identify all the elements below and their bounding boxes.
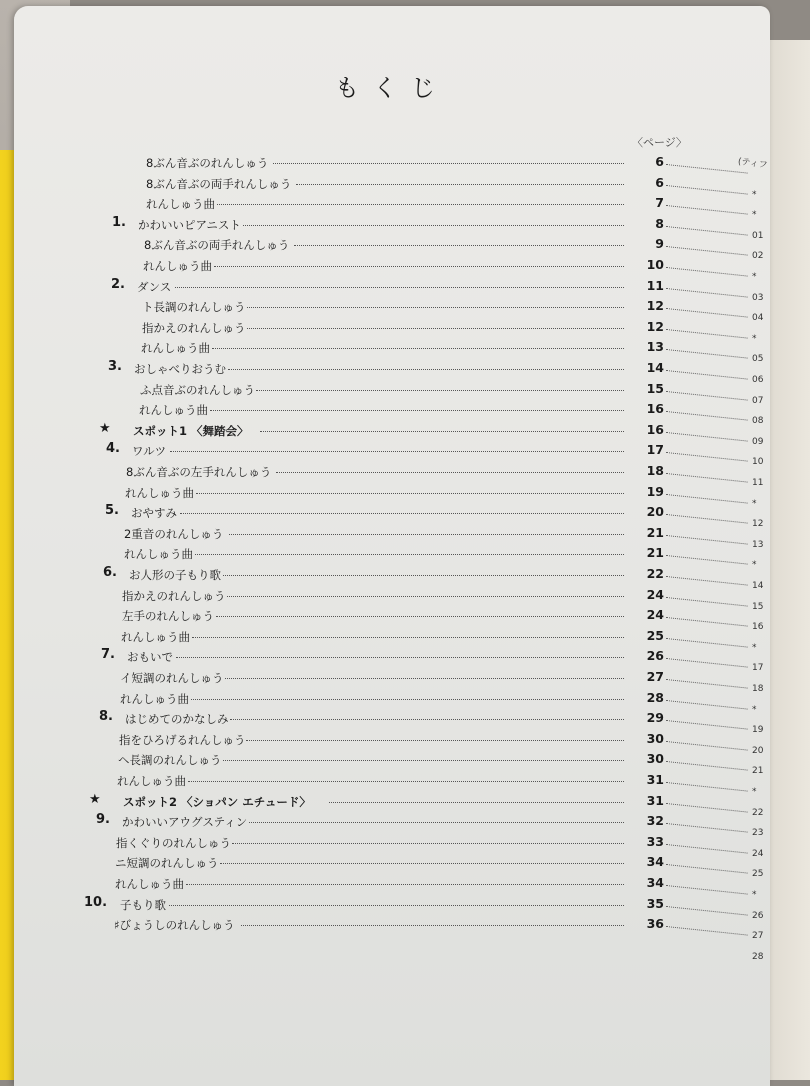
- toc-subtitle: ♯びょうしのれんしゅう: [114, 918, 235, 933]
- right-dotted-leader: [666, 782, 748, 792]
- right-column-marker: 03: [752, 292, 764, 303]
- right-dotted-leader: [666, 246, 748, 256]
- right-dotted-leader: [666, 329, 748, 339]
- dotted-leader: [249, 822, 624, 823]
- dotted-leader: [227, 596, 624, 597]
- toc-subtitle: 指かえのれんしゅう: [142, 320, 246, 335]
- toc-row: [14, 297, 770, 324]
- toc-subtitle: れんしゅう曲: [143, 259, 212, 273]
- toc-row: [14, 627, 770, 653]
- star-icon: ★: [99, 420, 111, 436]
- dotted-leader: [243, 225, 624, 226]
- toc-subtitle: れんしゅう曲: [120, 691, 189, 706]
- dotted-leader: [225, 678, 624, 679]
- toc-subtitle: れんしゅう曲: [121, 629, 190, 644]
- page-number: 29: [646, 710, 664, 726]
- right-column-marker: *: [752, 498, 757, 509]
- toc-row: [14, 420, 770, 447]
- dotted-leader: [241, 925, 624, 926]
- right-dotted-leader: [666, 803, 748, 813]
- toc-row: [14, 894, 770, 921]
- page-number: 16: [646, 401, 664, 417]
- toc-chapter-title: かわいいピアニスト: [138, 217, 241, 232]
- page-number: 22: [646, 566, 664, 581]
- right-dotted-leader: [666, 761, 748, 771]
- page-number: 32: [646, 813, 664, 829]
- toc-row: [14, 194, 770, 221]
- right-dotted-leader: [666, 452, 748, 462]
- toc-subtitle: ヘ長調のれんしゅう: [118, 753, 222, 768]
- toc-row: [14, 174, 770, 200]
- toc-row: [14, 750, 770, 777]
- right-column-marker: 14: [752, 581, 764, 591]
- right-column-marker: *: [752, 210, 757, 221]
- toc-row: [14, 483, 770, 509]
- right-column-marker: 15: [752, 601, 764, 612]
- toc-row: [14, 235, 770, 262]
- page-number: 36: [646, 916, 664, 932]
- right-column-marker: 19: [752, 725, 764, 736]
- page-number: 27: [646, 669, 664, 684]
- right-dotted-leader: [666, 391, 748, 401]
- toc-row: [14, 503, 770, 530]
- right-dotted-leader: [666, 432, 748, 442]
- dotted-leader: [217, 204, 624, 205]
- toc-row: [14, 214, 770, 241]
- dotted-leader: [223, 575, 624, 576]
- right-dotted-leader: [666, 494, 748, 504]
- dotted-leader: [247, 328, 624, 329]
- page-number: 10: [646, 257, 664, 272]
- chapter-number: 5.: [105, 503, 119, 519]
- page-number: 31: [646, 792, 664, 808]
- toc-row: [14, 544, 770, 571]
- toc-subtitle: ニ短調のれんしゅう: [115, 856, 219, 871]
- dotted-leader: [191, 699, 624, 700]
- right-dotted-leader: [666, 267, 748, 277]
- dotted-leader: [246, 740, 624, 741]
- page-number: 11: [646, 277, 664, 293]
- right-column-marker: 18: [752, 684, 764, 694]
- right-dotted-leader: [666, 638, 748, 648]
- toc-row: [14, 586, 770, 612]
- dotted-leader: [188, 781, 624, 782]
- page-number: 34: [646, 854, 664, 870]
- dotted-leader: [210, 410, 624, 411]
- chapter-number: 7.: [101, 647, 115, 663]
- right-dotted-leader: [666, 555, 748, 565]
- dotted-leader: [229, 534, 624, 535]
- dotted-leader: [212, 348, 624, 349]
- toc-chapter-title: おもいで: [127, 650, 173, 665]
- toc-chapter-title: かわいいアウグスティン: [122, 815, 248, 830]
- toc-chapter-title: ワルツ: [132, 444, 167, 459]
- page-number: 24: [646, 607, 664, 623]
- dotted-leader: [228, 369, 624, 370]
- toc-subtitle: 8ぶん音ぶの両手れんしゅう: [146, 176, 292, 191]
- toc-chapter-title: ダンス: [137, 279, 172, 294]
- right-column-label: (ティフ: [737, 156, 769, 172]
- dotted-leader: [296, 184, 624, 185]
- dotted-leader: [294, 245, 624, 246]
- right-column-marker: 07: [752, 395, 764, 406]
- dotted-leader: [214, 266, 624, 267]
- toc-chapter-title: スポット2 〈ショパン エチュード〉: [123, 794, 311, 809]
- toc-row: [14, 689, 770, 715]
- right-column-marker: *: [752, 704, 757, 715]
- toc-subtitle: ふ点音ぶのれんしゅう: [140, 382, 255, 397]
- page-number: 18: [646, 463, 664, 478]
- dotted-leader: [176, 657, 624, 658]
- toc-row: [14, 730, 770, 756]
- toc-row: [14, 400, 770, 427]
- toc-row: [14, 668, 770, 694]
- dotted-leader: [175, 287, 624, 288]
- toc-chapter-title: はじめてのかなしみ: [125, 712, 229, 727]
- right-column-marker: 27: [752, 931, 764, 942]
- chapter-number: 3.: [108, 359, 122, 374]
- right-column-marker: 12: [752, 519, 764, 530]
- toc-subtitle: れんしゅう曲: [115, 877, 184, 891]
- dotted-leader: [256, 390, 624, 391]
- dotted-leader: [196, 493, 624, 494]
- toc-row: [14, 874, 770, 900]
- dotted-leader: [186, 884, 624, 885]
- right-dotted-leader: [666, 679, 748, 689]
- right-column-marker: 08: [752, 416, 764, 427]
- toc-subtitle: 2重音のれんしゅう: [124, 526, 224, 541]
- right-dotted-leader: [666, 514, 748, 524]
- right-column-marker: 04: [752, 313, 764, 324]
- toc-subtitle: 8ぶん音ぶの両手れんしゅう: [144, 238, 290, 253]
- chapter-number: 10.: [84, 894, 108, 910]
- right-dotted-leader: [666, 617, 748, 627]
- page-number: 7: [655, 195, 664, 211]
- toc-row: [14, 153, 770, 173]
- right-dotted-leader: [666, 741, 748, 751]
- dotted-leader: [180, 513, 624, 514]
- toc-row: [14, 647, 770, 674]
- page-number: 15: [646, 380, 664, 396]
- right-column-marker: 02: [752, 251, 764, 262]
- page-number: 6: [655, 174, 664, 190]
- page-column-label: 〈ページ〉: [632, 136, 687, 149]
- chapter-number: 1.: [112, 214, 126, 230]
- toc-chapter-title: おやすみ: [131, 506, 177, 521]
- page-title: もくじ: [335, 74, 449, 102]
- star-icon: ★: [89, 791, 101, 807]
- chapter-number: 9.: [96, 812, 110, 828]
- right-dotted-leader: [666, 288, 748, 298]
- right-column-marker: *: [752, 890, 757, 900]
- page-number: 34: [646, 875, 664, 890]
- right-column-marker: 17: [752, 663, 764, 674]
- toc-subtitle: 左手のれんしゅう: [122, 609, 214, 624]
- page-number: 12: [646, 298, 664, 314]
- dotted-leader: [260, 431, 624, 432]
- right-column-marker: 11: [752, 478, 764, 488]
- right-column-marker: 25: [752, 869, 764, 880]
- right-dotted-leader: [666, 823, 748, 833]
- page-number: 6: [655, 154, 664, 169]
- page-number: 17: [646, 442, 664, 458]
- toc-row: [14, 833, 770, 859]
- table-of-contents: [14, 6, 770, 1006]
- toc-subtitle: イ短調のれんしゅう: [120, 671, 224, 685]
- page-number: 30: [646, 751, 664, 767]
- right-column-marker: 21: [752, 766, 764, 777]
- toc-subtitle: 8ぶん音ぶのれんしゅう: [146, 156, 269, 170]
- right-column-marker: *: [752, 560, 757, 571]
- page-number: 20: [646, 504, 664, 520]
- toc-row: [14, 812, 770, 839]
- toc-row: [14, 359, 770, 385]
- right-column-marker: *: [752, 272, 757, 282]
- page-number: 30: [646, 730, 664, 746]
- chapter-number: 4.: [106, 441, 120, 457]
- right-column-marker: 20: [752, 745, 764, 756]
- dotted-leader: [276, 472, 624, 473]
- toc-row: [14, 338, 770, 365]
- toc-row: [14, 791, 770, 818]
- right-column-marker: 26: [752, 910, 764, 921]
- right-column-marker: 06: [752, 375, 764, 385]
- page-number: 26: [646, 648, 664, 664]
- right-column-marker: 22: [752, 807, 764, 818]
- toc-row: [14, 462, 770, 488]
- right-dotted-leader: [666, 700, 748, 710]
- right-dotted-leader: [666, 349, 748, 359]
- toc-chapter-title: おしゃべりおうむ: [134, 362, 226, 376]
- page-number: 21: [646, 524, 664, 540]
- toc-subtitle: 指かえのれんしゅう: [122, 588, 226, 603]
- right-column-marker: 28: [752, 951, 764, 962]
- toc-row: [14, 524, 770, 550]
- dotted-leader: [220, 863, 624, 864]
- toc-subtitle: ト長調のれんしゅう: [142, 300, 246, 315]
- toc-row: [14, 276, 770, 303]
- toc-row: [14, 380, 770, 406]
- dotted-leader: [195, 554, 624, 555]
- right-column-marker: 10: [752, 457, 764, 468]
- page-number: 16: [646, 421, 664, 437]
- right-dotted-leader: [666, 926, 748, 936]
- right-dotted-leader: [666, 308, 748, 318]
- right-dotted-leader: [666, 720, 748, 730]
- page-number: 25: [646, 627, 664, 643]
- toc-subtitle: れんしゅう曲: [124, 547, 193, 562]
- right-column-marker: *: [752, 787, 757, 797]
- toc-subtitle: 指をひろげるれんしゅう: [119, 732, 246, 747]
- right-dotted-leader: [666, 164, 748, 174]
- toc-subtitle: れんしゅう曲: [141, 341, 210, 356]
- page-number: 8: [655, 215, 664, 231]
- page-number: 28: [646, 689, 664, 705]
- dotted-leader: [169, 905, 624, 906]
- page-number: 21: [646, 545, 664, 561]
- right-column-marker: *: [752, 333, 757, 344]
- page-number: 19: [646, 483, 664, 499]
- chapter-number: 6.: [103, 565, 117, 580]
- toc-chapter-title: お人形の子もり歌: [129, 568, 221, 582]
- page-number: 33: [646, 833, 664, 849]
- right-dotted-leader: [666, 576, 748, 586]
- right-dotted-leader: [666, 658, 748, 668]
- toc-row: [14, 771, 770, 797]
- page-number: 14: [646, 360, 664, 375]
- dotted-leader: [273, 163, 624, 164]
- right-column-marker: 01: [752, 230, 764, 241]
- toc-subtitle: 指くぐりのれんしゅう: [116, 835, 231, 850]
- toc-subtitle: 8ぶん音ぶの左手れんしゅう: [126, 465, 272, 479]
- toc-subtitle: れんしゅう曲: [125, 485, 194, 500]
- page-number: 35: [646, 895, 664, 911]
- toc-row: [14, 441, 770, 468]
- dotted-leader: [223, 760, 624, 761]
- toc-row: [14, 256, 770, 282]
- toc-subtitle: れんしゅう曲: [117, 774, 186, 788]
- right-column-marker: 13: [752, 539, 764, 550]
- toc-chapter-title: スポット1 〈舞踏会〉: [133, 423, 249, 438]
- dotted-leader: [170, 451, 624, 452]
- right-dotted-leader: [666, 473, 748, 483]
- toc-subtitle: れんしゅう曲: [139, 403, 208, 418]
- toc-row: [14, 709, 770, 736]
- right-column-marker: 05: [752, 354, 764, 365]
- dotted-leader: [232, 843, 624, 844]
- toc-row: [14, 318, 770, 344]
- right-dotted-leader: [666, 411, 748, 421]
- toc-subtitle: れんしゅう曲: [146, 197, 215, 212]
- dotted-leader: [192, 637, 624, 638]
- chapter-number: 8.: [99, 709, 113, 725]
- toc-row: [14, 936, 770, 962]
- right-dotted-leader: [666, 885, 748, 895]
- right-column-marker: *: [752, 189, 757, 200]
- dotted-leader: [216, 616, 624, 617]
- right-dotted-leader: [666, 597, 748, 607]
- toc-page: [14, 6, 770, 1086]
- right-column-marker: 09: [752, 436, 764, 447]
- right-dotted-leader: [666, 185, 748, 195]
- page-number: 24: [646, 586, 664, 602]
- page-number: 12: [646, 318, 664, 334]
- right-dotted-leader: [666, 205, 748, 215]
- right-dotted-leader: [666, 844, 748, 854]
- chapter-number: 2.: [111, 276, 125, 292]
- right-column-marker: 24: [752, 848, 764, 859]
- right-dotted-leader: [666, 535, 748, 545]
- toc-row: [14, 915, 770, 942]
- toc-row: [14, 853, 770, 880]
- dotted-leader: [230, 719, 624, 720]
- dotted-leader: [329, 802, 624, 803]
- right-column-marker: 23: [752, 828, 764, 839]
- right-dotted-leader: [666, 906, 748, 916]
- page-number: 31: [646, 772, 664, 787]
- toc-row: [14, 606, 770, 633]
- page-number: 13: [646, 339, 664, 355]
- right-column-marker: *: [752, 642, 757, 653]
- right-dotted-leader: [666, 864, 748, 874]
- right-dotted-leader: [666, 370, 748, 380]
- right-column-marker: 16: [752, 622, 764, 633]
- right-dotted-leader: [666, 226, 748, 236]
- page-number: 9: [655, 236, 664, 252]
- dotted-leader: [247, 307, 624, 308]
- toc-row: [14, 565, 770, 591]
- toc-chapter-title: 子もり歌: [120, 897, 166, 912]
